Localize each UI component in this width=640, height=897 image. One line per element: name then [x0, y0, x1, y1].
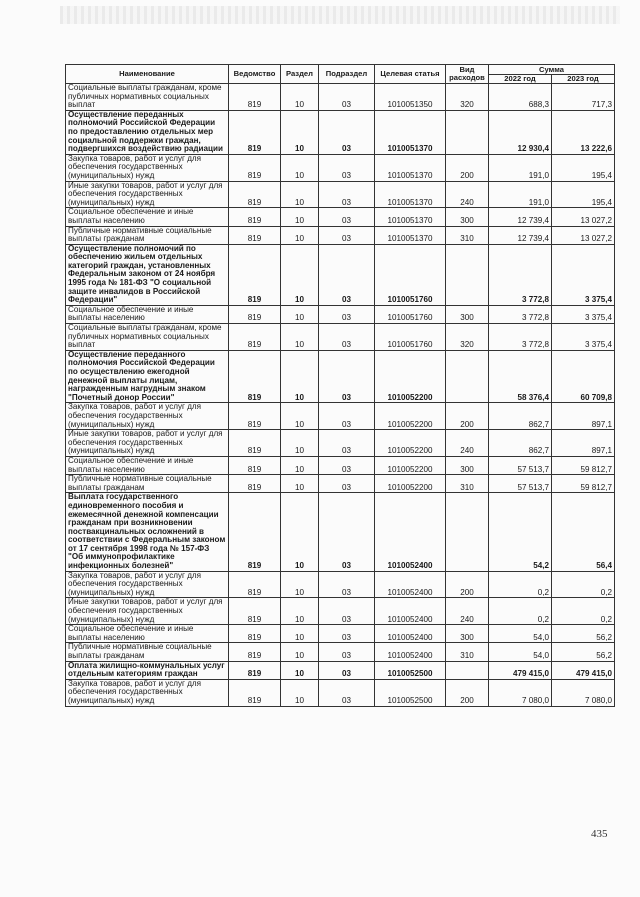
table-row — [66, 661, 615, 679]
table-row — [66, 324, 615, 351]
row-target-cell: 1010052400 — [375, 598, 446, 625]
row-name-cell: Публичные нормативные социальные выплаты гражданам — [66, 475, 229, 493]
row-section-cell: 10 — [281, 430, 319, 457]
row-value-2022-cell: 54,0 — [489, 625, 552, 643]
row-expense-type-cell: 310 — [446, 226, 489, 244]
row-dept-cell: 819 — [229, 403, 281, 430]
row-dept-cell: 819 — [229, 208, 281, 226]
row-name-cell: Иные закупки товаров, работ и услуг для обеспечения государственных (муниципальных) нужд — [66, 430, 229, 457]
table-row — [66, 430, 615, 457]
row-expense-type-cell: 200 — [446, 403, 489, 430]
row-target-cell: 1010052200 — [375, 475, 446, 493]
row-value-2022-cell: 0,2 — [489, 598, 552, 625]
row-name-cell: Социальное обеспечение и иные выплаты населению — [66, 208, 229, 226]
row-expense-type-cell: 310 — [446, 475, 489, 493]
row-subsection-cell: 03 — [319, 403, 375, 430]
budget-table — [65, 64, 615, 707]
row-name-cell: Закупка товаров, работ и услуг для обеспечения государственных (муниципальных) нужд — [66, 571, 229, 598]
row-name-cell: Социальное обеспечение и иные выплаты населению — [66, 456, 229, 474]
row-dept-cell: 819 — [229, 154, 281, 181]
row-value-2023-cell: 3 375,4 — [552, 244, 615, 305]
row-expense-type-cell: 200 — [446, 154, 489, 181]
row-dept-cell: 819 — [229, 110, 281, 154]
row-value-2023-cell: 479 415,0 — [552, 661, 615, 679]
row-dept-cell: 819 — [229, 571, 281, 598]
table-row — [66, 350, 615, 403]
header-target: Целевая статья — [375, 65, 446, 84]
row-expense-type-cell: 300 — [446, 305, 489, 323]
row-expense-type-cell: 200 — [446, 679, 489, 706]
row-name-cell: Закупка товаров, работ и услуг для обеспечения государственных (муниципальных) нужд — [66, 403, 229, 430]
row-value-2022-cell: 12 739,4 — [489, 208, 552, 226]
row-dept-cell: 819 — [229, 625, 281, 643]
row-value-2022-cell: 3 772,8 — [489, 324, 552, 351]
row-subsection-cell: 03 — [319, 571, 375, 598]
row-value-2022-cell: 54,0 — [489, 643, 552, 661]
row-dept-cell: 819 — [229, 598, 281, 625]
row-name-cell: Публичные нормативные социальные выплаты гражданам — [66, 226, 229, 244]
row-value-2022-cell: 862,7 — [489, 403, 552, 430]
row-dept-cell: 819 — [229, 456, 281, 474]
row-section-cell: 10 — [281, 475, 319, 493]
row-target-cell: 1010052400 — [375, 643, 446, 661]
table-row — [66, 456, 615, 474]
row-name-cell: Иные закупки товаров, работ и услуг для обеспечения государственных (муниципальных) нужд — [66, 181, 229, 208]
row-subsection-cell: 03 — [319, 244, 375, 305]
row-section-cell: 10 — [281, 324, 319, 351]
row-subsection-cell: 03 — [319, 110, 375, 154]
scan-artifact-band — [60, 6, 620, 24]
row-section-cell: 10 — [281, 679, 319, 706]
row-section-cell: 10 — [281, 493, 319, 571]
row-expense-type-cell: 320 — [446, 84, 489, 111]
row-subsection-cell: 03 — [319, 598, 375, 625]
row-subsection-cell: 03 — [319, 475, 375, 493]
table-row — [66, 110, 615, 154]
row-target-cell: 1010051760 — [375, 244, 446, 305]
row-value-2023-cell: 56,4 — [552, 493, 615, 571]
row-name-cell: Социальные выплаты гражданам, кроме публичных нормативных социальных выплат — [66, 324, 229, 351]
row-target-cell: 1010052500 — [375, 679, 446, 706]
row-subsection-cell: 03 — [319, 430, 375, 457]
row-section-cell: 10 — [281, 208, 319, 226]
table-row — [66, 305, 615, 323]
row-expense-type-cell: 300 — [446, 456, 489, 474]
table-row — [66, 226, 615, 244]
row-section-cell: 10 — [281, 110, 319, 154]
row-section-cell: 10 — [281, 226, 319, 244]
row-dept-cell: 819 — [229, 84, 281, 111]
row-value-2022-cell: 688,3 — [489, 84, 552, 111]
row-dept-cell: 819 — [229, 181, 281, 208]
row-subsection-cell: 03 — [319, 226, 375, 244]
row-value-2023-cell: 13 222,6 — [552, 110, 615, 154]
row-value-2022-cell: 479 415,0 — [489, 661, 552, 679]
row-value-2023-cell: 59 812,7 — [552, 456, 615, 474]
row-target-cell: 1010051370 — [375, 154, 446, 181]
table-row — [66, 84, 615, 111]
page-number: 435 — [591, 828, 608, 840]
row-section-cell: 10 — [281, 154, 319, 181]
row-dept-cell: 819 — [229, 324, 281, 351]
table-row — [66, 244, 615, 305]
header-dept: Ведомство — [229, 65, 281, 84]
table-body — [66, 84, 615, 707]
row-name-cell: Социальное обеспечение и иные выплаты населению — [66, 625, 229, 643]
row-subsection-cell: 03 — [319, 84, 375, 111]
row-name-cell: Закупка товаров, работ и услуг для обеспечения государственных (муниципальных) нужд — [66, 679, 229, 706]
row-value-2023-cell: 897,1 — [552, 430, 615, 457]
row-target-cell: 1010052200 — [375, 403, 446, 430]
row-subsection-cell: 03 — [319, 208, 375, 226]
row-expense-type-cell: 240 — [446, 430, 489, 457]
row-value-2022-cell: 57 513,7 — [489, 475, 552, 493]
row-value-2022-cell: 12 739,4 — [489, 226, 552, 244]
row-subsection-cell: 03 — [319, 181, 375, 208]
row-subsection-cell: 03 — [319, 625, 375, 643]
row-section-cell: 10 — [281, 403, 319, 430]
row-value-2022-cell: 7 080,0 — [489, 679, 552, 706]
row-value-2023-cell: 0,2 — [552, 598, 615, 625]
row-name-cell: Осуществление переданных полномочий Российской Федерации по предоставлению отдельных мер социальной поддержки граждан, подвергшихся воздействию радиации — [66, 110, 229, 154]
row-value-2023-cell: 195,4 — [552, 181, 615, 208]
row-expense-type-cell — [446, 244, 489, 305]
row-dept-cell: 819 — [229, 475, 281, 493]
row-value-2023-cell: 13 027,2 — [552, 226, 615, 244]
row-name-cell: Оплата жилищно-коммунальных услуг отдельным категориям граждан — [66, 661, 229, 679]
header-year-2023: 2023 год — [552, 75, 615, 84]
row-name-cell: Осуществление полномочий по обеспечению жильем отдельных категорий граждан, установленных Федеральным законом от 24 ноября 1995 года № 181-ФЗ "О социальной защите инвалидов в Российской Федерации" — [66, 244, 229, 305]
row-value-2022-cell: 12 930,4 — [489, 110, 552, 154]
row-subsection-cell: 03 — [319, 679, 375, 706]
row-dept-cell: 819 — [229, 244, 281, 305]
table-row — [66, 154, 615, 181]
row-dept-cell: 819 — [229, 661, 281, 679]
row-dept-cell: 819 — [229, 679, 281, 706]
row-target-cell: 1010052400 — [375, 571, 446, 598]
row-target-cell: 1010051350 — [375, 84, 446, 111]
table-row — [66, 181, 615, 208]
row-name-cell: Выплата государственного единовременного пособия и ежемесячной денежной компенсации гражданам при возникновении поствакцинальных осложнений в соответствии с Федеральным законом от 17 сентября 1998 года № 157-ФЗ "Об иммунопрофилактике инфекционных болезней" — [66, 493, 229, 571]
row-value-2023-cell: 0,2 — [552, 571, 615, 598]
row-expense-type-cell — [446, 350, 489, 403]
table-row — [66, 679, 615, 706]
row-value-2023-cell: 717,3 — [552, 84, 615, 111]
row-name-cell: Осуществление переданного полномочия Российской Федерации по осуществлению ежегодной денежной выплаты лицам, награжденным нагрудным знаком "Почетный донор России" — [66, 350, 229, 403]
row-dept-cell: 819 — [229, 305, 281, 323]
row-subsection-cell: 03 — [319, 350, 375, 403]
row-expense-type-cell: 300 — [446, 208, 489, 226]
row-value-2022-cell: 54,2 — [489, 493, 552, 571]
row-subsection-cell: 03 — [319, 154, 375, 181]
row-target-cell: 1010051370 — [375, 181, 446, 208]
row-dept-cell: 819 — [229, 430, 281, 457]
row-target-cell: 1010052500 — [375, 661, 446, 679]
row-name-cell: Социальное обеспечение и иные выплаты населению — [66, 305, 229, 323]
row-section-cell: 10 — [281, 456, 319, 474]
row-expense-type-cell: 310 — [446, 643, 489, 661]
header-expense-type: Вид расходов — [446, 65, 489, 84]
row-value-2023-cell: 3 375,4 — [552, 324, 615, 351]
row-value-2023-cell: 3 375,4 — [552, 305, 615, 323]
row-value-2022-cell: 57 513,7 — [489, 456, 552, 474]
table-row — [66, 475, 615, 493]
table-row — [66, 403, 615, 430]
row-name-cell: Закупка товаров, работ и услуг для обеспечения государственных (муниципальных) нужд — [66, 154, 229, 181]
row-target-cell: 1010052200 — [375, 350, 446, 403]
row-expense-type-cell — [446, 493, 489, 571]
row-target-cell: 1010051760 — [375, 305, 446, 323]
row-value-2022-cell: 0,2 — [489, 571, 552, 598]
header-subsection: Подраздел — [319, 65, 375, 84]
row-section-cell: 10 — [281, 661, 319, 679]
row-expense-type-cell — [446, 110, 489, 154]
row-value-2022-cell: 3 772,8 — [489, 305, 552, 323]
row-value-2023-cell: 56,2 — [552, 625, 615, 643]
row-expense-type-cell: 200 — [446, 571, 489, 598]
header-section: Раздел — [281, 65, 319, 84]
row-target-cell: 1010051370 — [375, 110, 446, 154]
row-dept-cell: 819 — [229, 643, 281, 661]
header-name: Наименование — [66, 65, 229, 84]
table-header — [66, 65, 615, 84]
row-section-cell: 10 — [281, 181, 319, 208]
row-expense-type-cell: 240 — [446, 181, 489, 208]
row-expense-type-cell: 300 — [446, 625, 489, 643]
header-sum: Сумма — [489, 65, 615, 75]
row-subsection-cell: 03 — [319, 643, 375, 661]
row-target-cell: 1010051370 — [375, 226, 446, 244]
row-value-2023-cell: 7 080,0 — [552, 679, 615, 706]
table-row — [66, 598, 615, 625]
row-target-cell: 1010052200 — [375, 430, 446, 457]
row-value-2022-cell: 58 376,4 — [489, 350, 552, 403]
row-value-2023-cell: 13 027,2 — [552, 208, 615, 226]
row-expense-type-cell: 320 — [446, 324, 489, 351]
row-section-cell: 10 — [281, 625, 319, 643]
row-value-2023-cell: 56,2 — [552, 643, 615, 661]
row-value-2022-cell: 862,7 — [489, 430, 552, 457]
row-dept-cell: 819 — [229, 350, 281, 403]
row-section-cell: 10 — [281, 598, 319, 625]
row-section-cell: 10 — [281, 244, 319, 305]
row-subsection-cell: 03 — [319, 456, 375, 474]
row-subsection-cell: 03 — [319, 493, 375, 571]
row-value-2023-cell: 195,4 — [552, 154, 615, 181]
row-value-2022-cell: 191,0 — [489, 154, 552, 181]
row-expense-type-cell: 240 — [446, 598, 489, 625]
row-dept-cell: 819 — [229, 226, 281, 244]
row-value-2022-cell: 3 772,8 — [489, 244, 552, 305]
row-subsection-cell: 03 — [319, 324, 375, 351]
row-dept-cell: 819 — [229, 493, 281, 571]
header-year-2022: 2022 год — [489, 75, 552, 84]
row-section-cell: 10 — [281, 643, 319, 661]
table-row — [66, 625, 615, 643]
row-target-cell: 1010052400 — [375, 625, 446, 643]
row-subsection-cell: 03 — [319, 661, 375, 679]
row-name-cell: Иные закупки товаров, работ и услуг для обеспечения государственных (муниципальных) нужд — [66, 598, 229, 625]
row-value-2023-cell: 60 709,8 — [552, 350, 615, 403]
row-target-cell: 1010052200 — [375, 456, 446, 474]
row-name-cell: Социальные выплаты гражданам, кроме публичных нормативных социальных выплат — [66, 84, 229, 111]
row-section-cell: 10 — [281, 305, 319, 323]
table-row — [66, 643, 615, 661]
row-expense-type-cell — [446, 661, 489, 679]
row-value-2023-cell: 897,1 — [552, 403, 615, 430]
row-section-cell: 10 — [281, 84, 319, 111]
row-target-cell: 1010051760 — [375, 324, 446, 351]
row-value-2022-cell: 191,0 — [489, 181, 552, 208]
row-name-cell: Публичные нормативные социальные выплаты гражданам — [66, 643, 229, 661]
row-target-cell: 1010051370 — [375, 208, 446, 226]
row-section-cell: 10 — [281, 571, 319, 598]
table-row — [66, 493, 615, 571]
row-value-2023-cell: 59 812,7 — [552, 475, 615, 493]
row-section-cell: 10 — [281, 350, 319, 403]
table-row — [66, 208, 615, 226]
row-subsection-cell: 03 — [319, 305, 375, 323]
table-row — [66, 571, 615, 598]
row-target-cell: 1010052400 — [375, 493, 446, 571]
